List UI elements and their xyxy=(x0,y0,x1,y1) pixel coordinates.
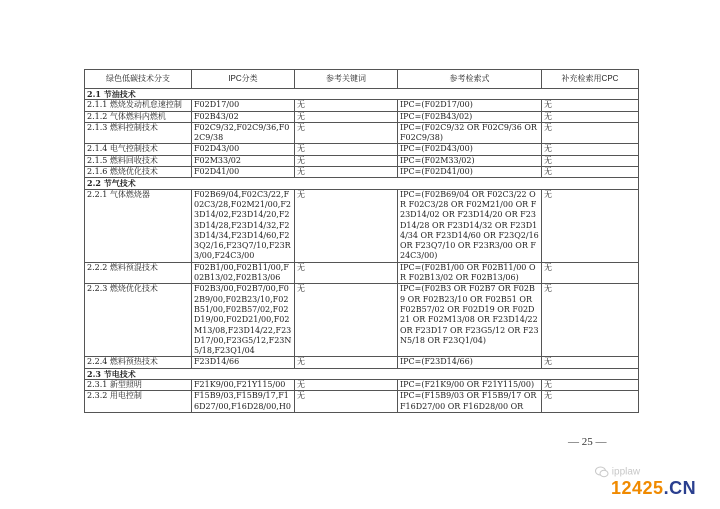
cell-keywords: 无 xyxy=(295,380,398,391)
table-row xyxy=(85,100,639,111)
cell-cpc: 无 xyxy=(542,155,639,166)
table-row xyxy=(85,167,639,178)
section-row xyxy=(85,89,639,100)
cell-ipc: F02D17/00 xyxy=(192,100,295,111)
logo-domain: .CN xyxy=(663,478,697,498)
cell-ipc: F02B43/02 xyxy=(192,111,295,122)
cell-search-query: IPC=(F02D17/00) xyxy=(398,100,542,111)
cell-search-query: IPC=(F02M33/02) xyxy=(398,155,542,166)
cell-tech-branch: 2.2.2 燃料预混技术 xyxy=(85,262,192,284)
table-row xyxy=(85,189,639,262)
cell-ipc: F02B69/04,F02C3/22,F02C3/28,F02M21/00,F23D14/02,F23D14/20,F23D14/28,F23D14/32,F23D14/34,F23D14/60,F23Q2/16,F23Q7/10,F23R3/00,F24C3/00 xyxy=(192,189,295,262)
cell-keywords: 无 xyxy=(295,111,398,122)
cell-keywords: 无 xyxy=(295,189,398,262)
table-row xyxy=(85,122,639,144)
section-row xyxy=(85,368,639,379)
cell-ipc: F23D14/66 xyxy=(192,357,295,368)
page-number: — 25 — xyxy=(568,436,607,448)
cell-search-query: IPC=(F02B3 OR F02B7 OR F02B9 OR F02B23/10 OR F02B51 OR F02B57/02 OR F02D19 OR F02D21 OR F02M13/08 OR F23D14/22 OR F23D17 OR F23G5/12 OR F23N5/18 OR F23Q1/04) xyxy=(398,284,542,357)
cell-keywords: 无 xyxy=(295,284,398,357)
section-row xyxy=(85,178,639,189)
cell-cpc: 无 xyxy=(542,357,639,368)
cell-ipc: F02B1/00,F02B11/00,F02B13/02,F02B13/06 xyxy=(192,262,295,284)
cell-ipc: F02D41/00 xyxy=(192,167,295,178)
cell-keywords: 无 xyxy=(295,100,398,111)
section-title: 2.3 节电技术 xyxy=(85,368,639,379)
cell-cpc: 无 xyxy=(542,144,639,155)
cell-cpc: 无 xyxy=(542,122,639,144)
cell-ipc: F02C9/32,F02C9/36,F02C9/38 xyxy=(192,122,295,144)
cell-cpc: 无 xyxy=(542,189,639,262)
cell-keywords: 无 xyxy=(295,391,398,413)
table-body xyxy=(85,89,639,413)
watermark-text: ipplaw xyxy=(611,466,641,478)
cell-ipc: F02B3/00,F02B7/00,F02B9/00,F02B23/10,F02B51/00,F02B57/02,F02D19/00,F02D21/00,F02M13/08,F23D14/22,F23D17/00,F23G5/12,F23N5/18,F23Q1/04 xyxy=(192,284,295,357)
cell-tech-branch: 2.3.1 新型照明 xyxy=(85,380,192,391)
cell-search-query: IPC=(F02D43/00) xyxy=(398,144,542,155)
cell-search-query: IPC=(F02B43/02) xyxy=(398,111,542,122)
cell-keywords: 无 xyxy=(295,357,398,368)
cell-cpc: 无 xyxy=(542,391,639,413)
cell-keywords: 无 xyxy=(295,122,398,144)
table-row xyxy=(85,111,639,122)
cell-cpc: 无 xyxy=(542,111,639,122)
cell-search-query: IPC=(F21K9/00 OR F21Y115/00) xyxy=(398,380,542,391)
cell-tech-branch: 2.3.2 用电控制 xyxy=(85,391,192,413)
header-keywords: 参考关键词 xyxy=(295,70,398,89)
cell-tech-branch: 2.2.1 气体燃烧器 xyxy=(85,189,192,262)
logo-number: 12425 xyxy=(611,478,664,498)
cell-keywords: 无 xyxy=(295,144,398,155)
table-row xyxy=(85,155,639,166)
cell-cpc: 无 xyxy=(542,262,639,284)
site-logo xyxy=(611,478,696,499)
table-row xyxy=(85,357,639,368)
header-cpc: 补充检索用CPC xyxy=(542,70,639,89)
section-title: 2.2 节气技术 xyxy=(85,178,639,189)
cell-search-query: IPC=(F02B1/00 OR F02B11/00 OR F02B13/02 OR F02B13/06) xyxy=(398,262,542,284)
cell-keywords: 无 xyxy=(295,262,398,284)
cell-tech-branch: 2.2.3 燃烧优化技术 xyxy=(85,284,192,357)
table-row xyxy=(85,380,639,391)
header-ipc: IPC分类 xyxy=(192,70,295,89)
cell-ipc: F02M33/02 xyxy=(192,155,295,166)
cell-search-query: IPC=(F15B9/03 OR F15B9/17 OR F16D27/00 OR F16D28/00 OR xyxy=(398,391,542,413)
cell-ipc: F15B9/03,F15B9/17,F16D27/00,F16D28/00,H0 xyxy=(192,391,295,413)
cell-cpc: 无 xyxy=(542,167,639,178)
cell-tech-branch: 2.1.6 燃烧优化技术 xyxy=(85,167,192,178)
cell-ipc: F21K9/00,F21Y115/00 xyxy=(192,380,295,391)
cell-search-query: IPC=(F02D41/00) xyxy=(398,167,542,178)
cell-cpc: 无 xyxy=(542,284,639,357)
cell-tech-branch: 2.1.3 燃料控制技术 xyxy=(85,122,192,144)
cell-cpc: 无 xyxy=(542,100,639,111)
table-row xyxy=(85,391,639,413)
cell-tech-branch: 2.1.5 燃料回收技术 xyxy=(85,155,192,166)
cell-tech-branch: 2.1.2 气体燃料内燃机 xyxy=(85,111,192,122)
cell-keywords: 无 xyxy=(295,155,398,166)
cell-tech-branch: 2.1.4 电气控制技术 xyxy=(85,144,192,155)
table-row xyxy=(85,262,639,284)
cell-ipc: F02D43/00 xyxy=(192,144,295,155)
cell-search-query: IPC=(F02B69/04 OR F02C3/22 OR F02C3/28 OR F02M21/00 OR F23D14/02 OR F23D14/20 OR F23D14/28 OR F23D14/32 OR F23D14/34 OR F23D14/60 OR F23Q2/16 OR F23Q7/10 OR F23R3/00 OR F24C3/00) xyxy=(398,189,542,262)
section-title: 2.1 节油技术 xyxy=(85,89,639,100)
wechat-icon xyxy=(595,466,609,478)
table-row xyxy=(85,144,639,155)
table-row xyxy=(85,284,639,357)
cell-tech-branch: 2.2.4 燃料预热技术 xyxy=(85,357,192,368)
cell-keywords: 无 xyxy=(295,167,398,178)
cell-search-query: IPC=(F23D14/66) xyxy=(398,357,542,368)
cell-cpc: 无 xyxy=(542,380,639,391)
cell-tech-branch: 2.1.1 燃烧发动机怠速控制 xyxy=(85,100,192,111)
header-tech-branch: 绿色低碳技术分支 xyxy=(85,70,192,89)
header-search-query: 参考检索式 xyxy=(398,70,542,89)
table-header-row xyxy=(85,70,639,89)
cell-search-query: IPC=(F02C9/32 OR F02C9/36 OR F02C9/38) xyxy=(398,122,542,144)
watermark xyxy=(595,466,640,478)
ipc-classification-table xyxy=(84,69,639,413)
